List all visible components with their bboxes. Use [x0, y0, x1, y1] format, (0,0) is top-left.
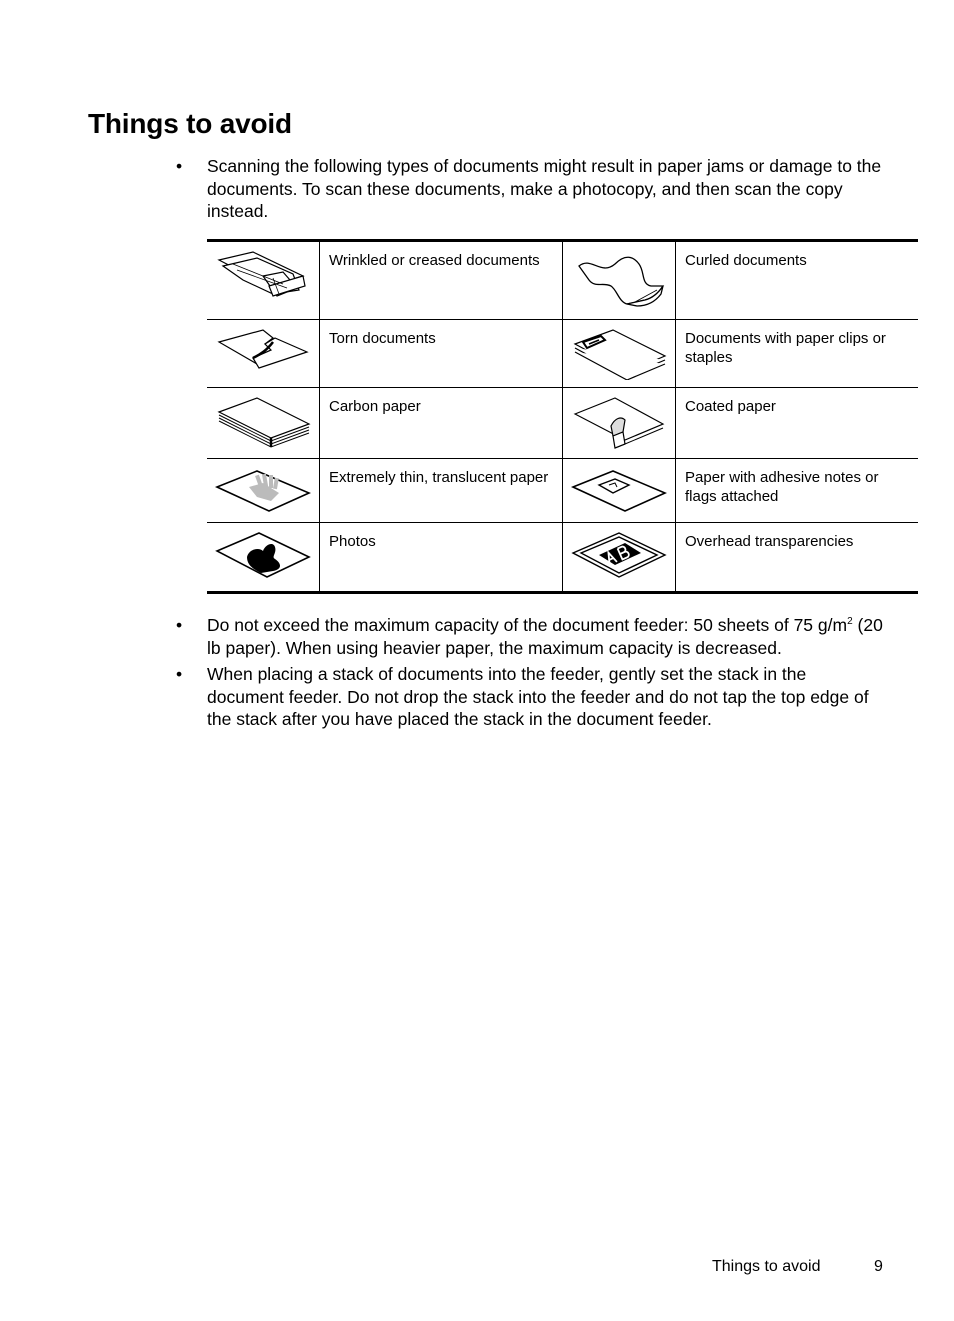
photo-icon — [213, 527, 313, 583]
documents-to-avoid-table — [207, 239, 918, 594]
label-cell — [320, 320, 563, 388]
torn-paper-icon — [213, 324, 313, 374]
capacity-text-rest: (20 lb paper). When using heavier paper, the maximum capacity is decreased. — [207, 615, 883, 658]
item-label: Paper with adhesive notes or flags attached — [685, 469, 879, 505]
icon-cell — [207, 388, 320, 459]
item-label: Photos — [329, 533, 376, 550]
icon-cell — [563, 241, 676, 320]
icon-cell — [207, 523, 320, 593]
item-label: Wrinkled or creased documents — [329, 252, 540, 269]
bullet-text: Scanning the following types of documents might result in paper jams or damage to the documents. To scan these documents, make a photocopy, and then scan the copy instead. — [207, 156, 882, 221]
label-cell — [320, 241, 563, 320]
icon-cell — [563, 459, 676, 523]
paper-clip-icon — [569, 324, 669, 380]
label-cell — [676, 388, 919, 459]
bullet-text: When placing a stack of documents into the feeder, gently set the stack in the document feeder. Do not drop the stack into the feeder and do not tap the top edge of the stack after you have placed the stack in the document feeder. — [207, 664, 869, 729]
superscript: 2 — [847, 616, 853, 627]
icon-cell — [207, 241, 320, 320]
table-row — [207, 241, 918, 320]
table-row — [207, 523, 918, 593]
label-cell — [676, 241, 919, 320]
curled-paper-icon — [569, 246, 669, 310]
icon-cell — [207, 320, 320, 388]
bullet-text — [207, 614, 886, 659]
item-label: Documents with paper clips or staples — [685, 330, 886, 366]
footer-section-title: Things to avoid — [712, 1258, 821, 1275]
carbon-paper-icon — [213, 392, 313, 450]
item-label: Torn documents — [329, 330, 436, 347]
bullet-placing — [176, 663, 886, 731]
icon-cell — [563, 523, 676, 593]
item-label: Carbon paper — [329, 398, 421, 415]
label-cell — [676, 459, 919, 523]
item-label: Extremely thin, translucent paper — [329, 469, 549, 486]
label-cell — [320, 523, 563, 593]
label-cell — [320, 459, 563, 523]
table-row — [207, 459, 918, 523]
label-cell — [676, 320, 919, 388]
bullet-marker: • — [176, 664, 183, 684]
translucent-paper-icon — [213, 463, 313, 517]
item-label: Coated paper — [685, 398, 776, 415]
item-label: Overhead transparencies — [685, 533, 854, 550]
transparency-icon — [569, 527, 669, 583]
icon-cell — [563, 388, 676, 459]
icon-cell — [207, 459, 320, 523]
coated-paper-icon — [569, 392, 669, 452]
adhesive-note-icon — [569, 463, 669, 517]
bullet-marker: • — [176, 615, 183, 635]
capacity-text: Do not exceed the maximum capacity of the document feeder: 50 sheets of 75 g/m — [207, 615, 848, 635]
label-cell — [320, 388, 563, 459]
page-number: 9 — [874, 1258, 883, 1275]
icon-cell — [563, 320, 676, 388]
wrinkled-paper-icon — [213, 246, 313, 306]
table-row — [207, 320, 918, 388]
bullet-capacity — [176, 614, 886, 659]
bullet-marker: • — [176, 156, 183, 176]
item-label: Curled documents — [685, 252, 807, 269]
label-cell — [676, 523, 919, 593]
bullet-intro — [176, 155, 886, 223]
table-row — [207, 388, 918, 459]
page-title: Things to avoid — [88, 108, 292, 139]
